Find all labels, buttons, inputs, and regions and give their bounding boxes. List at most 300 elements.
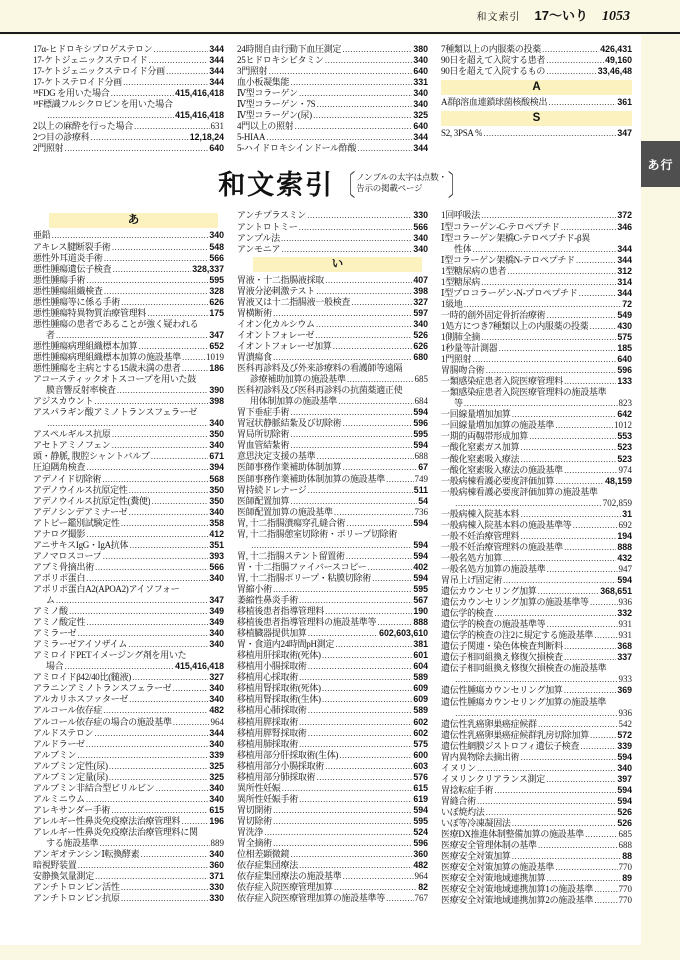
index-entry bbox=[441, 244, 632, 255]
page-number: 594 bbox=[413, 804, 428, 815]
dot-leader bbox=[102, 551, 208, 562]
page-number: 344 bbox=[209, 55, 224, 66]
entry-label: 1型糖尿病 bbox=[441, 276, 481, 287]
index-entry bbox=[33, 683, 224, 694]
entry-label: 遺伝性腫瘍カウンセリング加算 bbox=[441, 685, 563, 696]
dot-leader bbox=[573, 520, 618, 531]
entry-label: 移植用腎採取術(生体) bbox=[237, 694, 321, 705]
index-title-block bbox=[51, 163, 632, 202]
entry-label: 1級地 bbox=[441, 298, 463, 309]
dot-leader bbox=[51, 230, 208, 241]
index-entry bbox=[33, 363, 224, 374]
index-entry bbox=[33, 462, 224, 473]
page-number: 327 bbox=[413, 296, 428, 307]
index-entry bbox=[33, 297, 224, 308]
entry-label: アレキサンダー手術 bbox=[33, 804, 111, 815]
page-number: 67 bbox=[418, 462, 428, 473]
dot-leader bbox=[322, 694, 413, 705]
page-number: 572 bbox=[617, 729, 632, 740]
index-entry bbox=[237, 783, 428, 794]
page-number: 1012 bbox=[614, 420, 632, 431]
entry-label: 胃縫合術 bbox=[441, 795, 476, 806]
dot-leader bbox=[548, 97, 616, 108]
index-entry bbox=[237, 496, 428, 507]
dot-leader bbox=[151, 496, 208, 507]
dot-leader bbox=[77, 628, 208, 639]
entry-label: 胃局所切除術 bbox=[237, 429, 290, 440]
index-entry bbox=[441, 520, 632, 531]
dot-leader bbox=[99, 838, 209, 849]
entry-label: 医師配置加算 bbox=[237, 495, 290, 506]
page-number: 526 bbox=[617, 818, 632, 829]
page-number: 594 bbox=[413, 572, 428, 583]
dot-leader bbox=[339, 750, 412, 761]
dot-leader bbox=[520, 442, 616, 453]
dot-leader bbox=[129, 694, 208, 705]
dot-leader bbox=[182, 352, 205, 363]
dot-leader bbox=[342, 871, 413, 882]
page-number: 350 bbox=[209, 429, 224, 440]
index-entry bbox=[237, 617, 428, 628]
page-number: 603 bbox=[413, 760, 428, 771]
running-header-range: 17～いり bbox=[534, 8, 588, 23]
running-header-section: 和文索引 bbox=[476, 12, 521, 23]
page-number: 1019 bbox=[206, 351, 224, 362]
index-entry bbox=[33, 286, 224, 297]
page-number: 340 bbox=[209, 849, 224, 860]
dot-leader bbox=[472, 354, 616, 365]
dot-leader bbox=[546, 619, 617, 630]
index-entry bbox=[441, 840, 632, 851]
index-entry bbox=[441, 233, 632, 244]
index-entry bbox=[237, 849, 428, 860]
entry-label: イオントフォレーゼ bbox=[237, 329, 315, 340]
index-entry bbox=[33, 739, 224, 750]
page-number: 340 bbox=[617, 762, 632, 773]
dot-leader bbox=[69, 606, 209, 617]
index-entry bbox=[441, 222, 632, 233]
dot-leader bbox=[507, 266, 616, 277]
dot-leader bbox=[315, 330, 412, 341]
page-number: 344 bbox=[617, 254, 632, 265]
index-entry bbox=[33, 540, 224, 551]
dot-leader bbox=[346, 551, 413, 562]
entry-label: 悪性腫瘍病理組織標本加算 bbox=[33, 340, 138, 351]
page-number: 340 bbox=[413, 99, 428, 110]
thumb-tab-label: あ行 bbox=[647, 157, 674, 172]
page-number: 340 bbox=[209, 418, 224, 429]
entry-label: アルコール依存症 bbox=[33, 705, 103, 716]
page-number: 350 bbox=[209, 495, 224, 506]
page-number: 526 bbox=[413, 329, 428, 340]
entry-label: 等 bbox=[454, 398, 463, 409]
page-number: 398 bbox=[209, 396, 224, 407]
dot-leader bbox=[121, 297, 208, 308]
entry-label: 一回線量増加加算 bbox=[441, 409, 511, 420]
dot-leader bbox=[342, 418, 412, 429]
entry-label: いぼ焼灼法 bbox=[441, 807, 485, 817]
index-entry bbox=[33, 319, 224, 330]
index-entry bbox=[441, 299, 632, 310]
dot-leader bbox=[266, 132, 412, 143]
page-number: 549 bbox=[617, 309, 632, 320]
entry-label: 移植用心採取術 bbox=[237, 672, 298, 683]
index-entry bbox=[237, 143, 428, 154]
index-entry bbox=[237, 761, 428, 772]
dot-leader bbox=[580, 741, 616, 752]
index-entry bbox=[237, 385, 428, 396]
dot-leader bbox=[129, 485, 209, 496]
page-number: 626 bbox=[413, 340, 428, 351]
page-number: 415,416,418 bbox=[175, 661, 224, 672]
dot-leader bbox=[555, 420, 613, 431]
entry-label: 胃, 十二指腸ステント留置術 bbox=[237, 550, 345, 561]
dot-leader bbox=[555, 476, 604, 487]
entry-label: イオントフォレーゼ加算 bbox=[237, 340, 332, 351]
entry-label: 一般名処方加算 bbox=[441, 552, 502, 563]
page-number: 526 bbox=[617, 807, 632, 817]
entry-label: 一般不妊治療管理料の施設基準 bbox=[441, 541, 563, 552]
entry-label: 胃液又は十二指腸液一般検査 bbox=[237, 296, 351, 307]
page-number: 524 bbox=[413, 827, 428, 837]
index-entry bbox=[33, 694, 224, 705]
page-number: 575 bbox=[413, 738, 428, 749]
entry-label: Ⅰ型コラーゲン架橋C-テロペプチド-β異 bbox=[441, 232, 590, 243]
dot-leader bbox=[576, 255, 617, 266]
entry-label: 依存症集団療法 bbox=[237, 860, 298, 871]
dot-leader bbox=[316, 772, 412, 783]
dot-leader bbox=[86, 617, 208, 628]
index-entry bbox=[33, 121, 224, 132]
entry-label: 移植用部分小腸採取術 bbox=[237, 760, 325, 771]
entry-label: 移植用肺採取術 bbox=[237, 738, 298, 749]
dot-leader bbox=[273, 352, 413, 363]
entry-label: 24時間自由行動下血圧測定 bbox=[237, 44, 342, 54]
entry-label: 胃腸吻合術 bbox=[441, 365, 485, 376]
entry-label: 遺伝性腫瘍カウンセリング加算の施設基準 bbox=[441, 696, 607, 707]
dot-leader bbox=[140, 849, 208, 860]
index-entry bbox=[33, 551, 224, 562]
page-number: 601 bbox=[413, 650, 428, 661]
dot-leader bbox=[472, 244, 616, 255]
entry-label: イヌリン bbox=[441, 762, 476, 773]
page-number: 680 bbox=[413, 351, 428, 362]
entry-label: 暗視野装置 bbox=[33, 860, 77, 871]
entry-label: 移植用肝採取術(死体) bbox=[237, 650, 321, 661]
dot-leader bbox=[299, 672, 412, 683]
index-entry bbox=[441, 697, 632, 708]
page-number: 974 bbox=[618, 464, 632, 475]
index-entry bbox=[441, 873, 632, 884]
dot-leader bbox=[182, 363, 209, 374]
entry-label: 1処方につき7種類以上の内服薬の投薬 bbox=[441, 320, 589, 331]
entry-label: 一般名処方加算の施設基準 bbox=[441, 563, 546, 574]
entry-label: 医科初診料及び医科再診料の抗菌薬適正使 bbox=[237, 385, 403, 396]
entry-label: 胃吊上げ固定術 bbox=[441, 575, 502, 586]
entry-label: 4門以上の照射 bbox=[237, 121, 294, 132]
entry-label: 悪性腫瘍特異物質治療管理料 bbox=[33, 307, 147, 318]
dot-leader bbox=[112, 242, 209, 253]
entry-label: アノマロスコープ bbox=[33, 550, 102, 561]
index-entry bbox=[237, 244, 428, 255]
index-entry bbox=[441, 55, 632, 66]
dot-leader bbox=[117, 385, 209, 396]
page-number: 595 bbox=[413, 429, 428, 440]
index-entry bbox=[237, 728, 428, 739]
page-number: 823 bbox=[618, 398, 632, 409]
entry-label: 移植用腎採取術(死体) bbox=[237, 683, 321, 694]
dot-leader bbox=[86, 573, 208, 584]
page-number: 344 bbox=[413, 143, 428, 154]
dot-leader bbox=[109, 761, 209, 772]
dot-leader bbox=[486, 807, 617, 818]
page-number: 340 bbox=[209, 440, 224, 451]
dot-leader bbox=[325, 55, 413, 66]
dot-leader bbox=[299, 88, 413, 99]
index-entry bbox=[441, 277, 632, 288]
entry-label: アミラーゼアイソザイム bbox=[33, 639, 128, 650]
index-entry bbox=[237, 639, 428, 650]
index-entry bbox=[441, 851, 632, 862]
index-entry bbox=[237, 507, 428, 518]
entry-label: 90日を超えて入院するもの bbox=[441, 66, 546, 77]
index-entry bbox=[237, 860, 428, 871]
page-number: 346 bbox=[617, 221, 632, 232]
dot-leader bbox=[464, 299, 622, 310]
dot-leader bbox=[477, 796, 617, 807]
entry-label: 医療安全対策地域連携加算2の施設基準 bbox=[441, 895, 594, 906]
entry-label: アデノウイルス抗原定性(糞便) bbox=[33, 495, 151, 506]
page-number: 340 bbox=[209, 572, 224, 583]
entry-label: 5-HIAA bbox=[237, 132, 266, 143]
page-number: 344 bbox=[617, 243, 632, 254]
entry-label: 一期的両靱帯形成加算 bbox=[441, 431, 529, 442]
page-number: 964 bbox=[210, 716, 224, 727]
entry-label: アデノイド切除術 bbox=[33, 473, 102, 484]
entry-label: 亜鉛 bbox=[33, 230, 51, 241]
dot-leader bbox=[561, 222, 617, 233]
dot-leader bbox=[104, 253, 209, 264]
entry-label: 7種類以上の内服薬の投薬 bbox=[441, 44, 541, 54]
dot-leader bbox=[103, 705, 208, 716]
entry-label: 遺伝性網膜ジストロフィ遺伝子検査 bbox=[441, 740, 580, 751]
section-header: S bbox=[441, 111, 632, 126]
dot-leader bbox=[498, 343, 616, 354]
bottom-margin-band bbox=[0, 945, 680, 960]
index-entry bbox=[441, 354, 632, 365]
dot-leader bbox=[546, 873, 621, 884]
index-entry bbox=[441, 708, 632, 719]
index-entry bbox=[237, 440, 428, 451]
index-entry bbox=[237, 893, 428, 904]
index-entry bbox=[33, 783, 224, 794]
page-number: 330 bbox=[413, 210, 428, 221]
entry-label: 1秒量等計測器 bbox=[441, 343, 498, 354]
index-entry bbox=[33, 562, 224, 573]
index-entry bbox=[33, 396, 224, 407]
index-entry bbox=[33, 341, 224, 352]
index-entry bbox=[237, 396, 428, 407]
index-entry bbox=[237, 606, 428, 617]
dot-leader bbox=[290, 407, 412, 418]
entry-label: 胃内異物除去摘出術 bbox=[441, 751, 520, 762]
page-number: 347 bbox=[617, 128, 632, 139]
page-number: 398 bbox=[413, 285, 428, 296]
dot-leader bbox=[95, 871, 208, 882]
index-entry bbox=[441, 509, 632, 520]
entry-label: アンチプラスミン bbox=[237, 210, 306, 221]
dot-leader bbox=[273, 816, 413, 827]
dot-leader bbox=[367, 562, 412, 573]
dot-leader bbox=[351, 297, 412, 308]
page-number: 600 bbox=[413, 749, 428, 760]
page-number: 196 bbox=[209, 815, 224, 826]
index-entry bbox=[441, 586, 632, 597]
dot-leader bbox=[386, 474, 414, 485]
dot-leader bbox=[64, 661, 174, 672]
dot-leader bbox=[56, 330, 209, 341]
entry-label: 胃横断術 bbox=[237, 307, 272, 318]
dot-leader bbox=[86, 794, 209, 805]
page-number: 566 bbox=[209, 561, 224, 572]
index-entry bbox=[441, 763, 632, 774]
index-entry bbox=[441, 44, 632, 55]
page-number: 596 bbox=[617, 365, 632, 376]
page-number: 702,859 bbox=[602, 497, 632, 508]
dot-leader bbox=[155, 783, 208, 794]
page-number: 595 bbox=[413, 583, 428, 594]
entry-label: 胃・食道内24時間pH測定 bbox=[237, 639, 335, 650]
index-entry bbox=[33, 230, 224, 241]
page-number: 372 bbox=[617, 210, 632, 221]
dot-leader bbox=[307, 210, 412, 221]
page-number: 609 bbox=[413, 694, 428, 705]
top-column-3 bbox=[441, 44, 632, 154]
entry-label: 胃洗浄 bbox=[237, 827, 264, 837]
entry-label: 胃全摘術 bbox=[237, 838, 272, 849]
page-number: 337 bbox=[617, 652, 632, 663]
index-entry bbox=[237, 705, 428, 716]
entry-label: 悪性腫瘍を主病とする15歳未満の患者 bbox=[33, 363, 181, 374]
entry-label: 胃持続ドレナージ bbox=[237, 484, 307, 495]
entry-label: 者 bbox=[46, 329, 55, 340]
index-entry bbox=[33, 55, 224, 66]
entry-label: 一酸化窒素吸入療法 bbox=[441, 453, 520, 464]
index-entry bbox=[441, 487, 632, 498]
dot-leader bbox=[290, 849, 412, 860]
page-number: 594 bbox=[617, 751, 632, 762]
index-entry bbox=[441, 619, 632, 630]
entry-label: アンモニア bbox=[237, 243, 281, 254]
page-number: 889 bbox=[210, 838, 224, 849]
entry-label: 一酸化窒素ガス加算 bbox=[441, 442, 520, 453]
page-number: 684 bbox=[414, 396, 428, 407]
dot-leader bbox=[590, 730, 616, 741]
page-number: 328,337 bbox=[192, 263, 224, 274]
page-number: 325 bbox=[413, 110, 428, 121]
index-entry bbox=[441, 376, 632, 387]
entry-label: 医科再診料及び外来診療料の看護師等遠隔 bbox=[237, 363, 403, 374]
index-entry bbox=[237, 595, 428, 606]
index-entry bbox=[237, 717, 428, 728]
entry-label: アスパラギン酸アミノトランスフェラーゼ bbox=[33, 407, 197, 418]
entry-label: 一類感染症患者入院医療管理料の施設基準 bbox=[441, 387, 607, 398]
entry-label: アデノウイルス抗原定性 bbox=[33, 484, 128, 495]
page-content bbox=[0, 35, 641, 945]
index-entry bbox=[33, 606, 224, 617]
dot-leader bbox=[542, 44, 599, 55]
dot-leader bbox=[307, 485, 412, 496]
page-number: 340 bbox=[209, 738, 224, 749]
dot-leader bbox=[594, 884, 617, 895]
index-entry bbox=[441, 597, 632, 608]
dot-leader bbox=[334, 882, 418, 893]
section-header: あ bbox=[49, 213, 218, 228]
entry-label: 遺伝子関連・染色体検査判断料 bbox=[441, 641, 563, 652]
page-number: 340 bbox=[413, 88, 428, 99]
index-entry bbox=[33, 407, 224, 418]
dot-leader bbox=[477, 763, 617, 774]
page-number: 671 bbox=[209, 451, 224, 462]
entry-label: アルドラーゼ bbox=[33, 738, 85, 749]
index-entry bbox=[33, 143, 224, 154]
page-number: 332 bbox=[617, 608, 632, 619]
index-entry bbox=[33, 507, 224, 518]
index-entry bbox=[33, 772, 224, 783]
page-number: 407 bbox=[413, 274, 428, 285]
page-number: 330 bbox=[209, 882, 224, 893]
entry-label: 血小板凝集能 bbox=[237, 77, 290, 88]
index-entry bbox=[237, 750, 428, 761]
page-number: 175 bbox=[209, 307, 224, 318]
entry-label: 1門照射 bbox=[441, 354, 472, 365]
dot-leader bbox=[520, 454, 616, 465]
page-number: 349 bbox=[209, 617, 224, 628]
index-entry bbox=[33, 330, 224, 341]
entry-label: 遺伝学的検査 bbox=[441, 608, 494, 619]
entry-label: 胃, 十二指腸憩室切除術・ポリープ切除術 bbox=[237, 528, 398, 539]
entry-label: アルブミン bbox=[33, 749, 77, 760]
entry-label: 一般病棟入院基本料の施設基準等 bbox=[441, 519, 572, 530]
index-entry bbox=[33, 838, 224, 849]
page-number: 312 bbox=[617, 265, 632, 276]
page-number: 604 bbox=[413, 661, 428, 672]
index-entry bbox=[441, 210, 632, 221]
index-entry bbox=[33, 275, 224, 286]
entry-label: 医療安全対策加算の施設基準 bbox=[441, 862, 555, 873]
page-number: 340 bbox=[209, 628, 224, 639]
entry-label: アミロイドβ42/40比(髄液) bbox=[33, 672, 132, 683]
index-entry bbox=[33, 672, 224, 683]
page-number: 186 bbox=[209, 363, 224, 374]
entry-label: Ⅳ型コラーゲン・7S bbox=[237, 99, 316, 110]
dot-leader bbox=[290, 496, 417, 507]
index-entry bbox=[441, 564, 632, 575]
page-number: 331 bbox=[413, 77, 428, 88]
entry-label: アンギオテンシンⅠ転換酵素 bbox=[33, 849, 140, 860]
index-entry bbox=[237, 121, 428, 132]
entry-label: 17-ケトステロイド分画 bbox=[33, 77, 122, 88]
entry-label: Ⅰ型コラーゲン架橋N-テロペプチド bbox=[441, 254, 575, 265]
page-number: 339 bbox=[617, 740, 632, 751]
page-number: 770 bbox=[618, 884, 632, 895]
index-entry bbox=[441, 310, 632, 321]
page-number: 340 bbox=[413, 243, 428, 254]
entry-label: アミラーゼ bbox=[33, 628, 77, 639]
page-number: 88 bbox=[622, 851, 632, 862]
top-column-1 bbox=[33, 44, 224, 154]
entry-label: 医療DX推進体制整備加算の施設基準 bbox=[441, 829, 584, 840]
